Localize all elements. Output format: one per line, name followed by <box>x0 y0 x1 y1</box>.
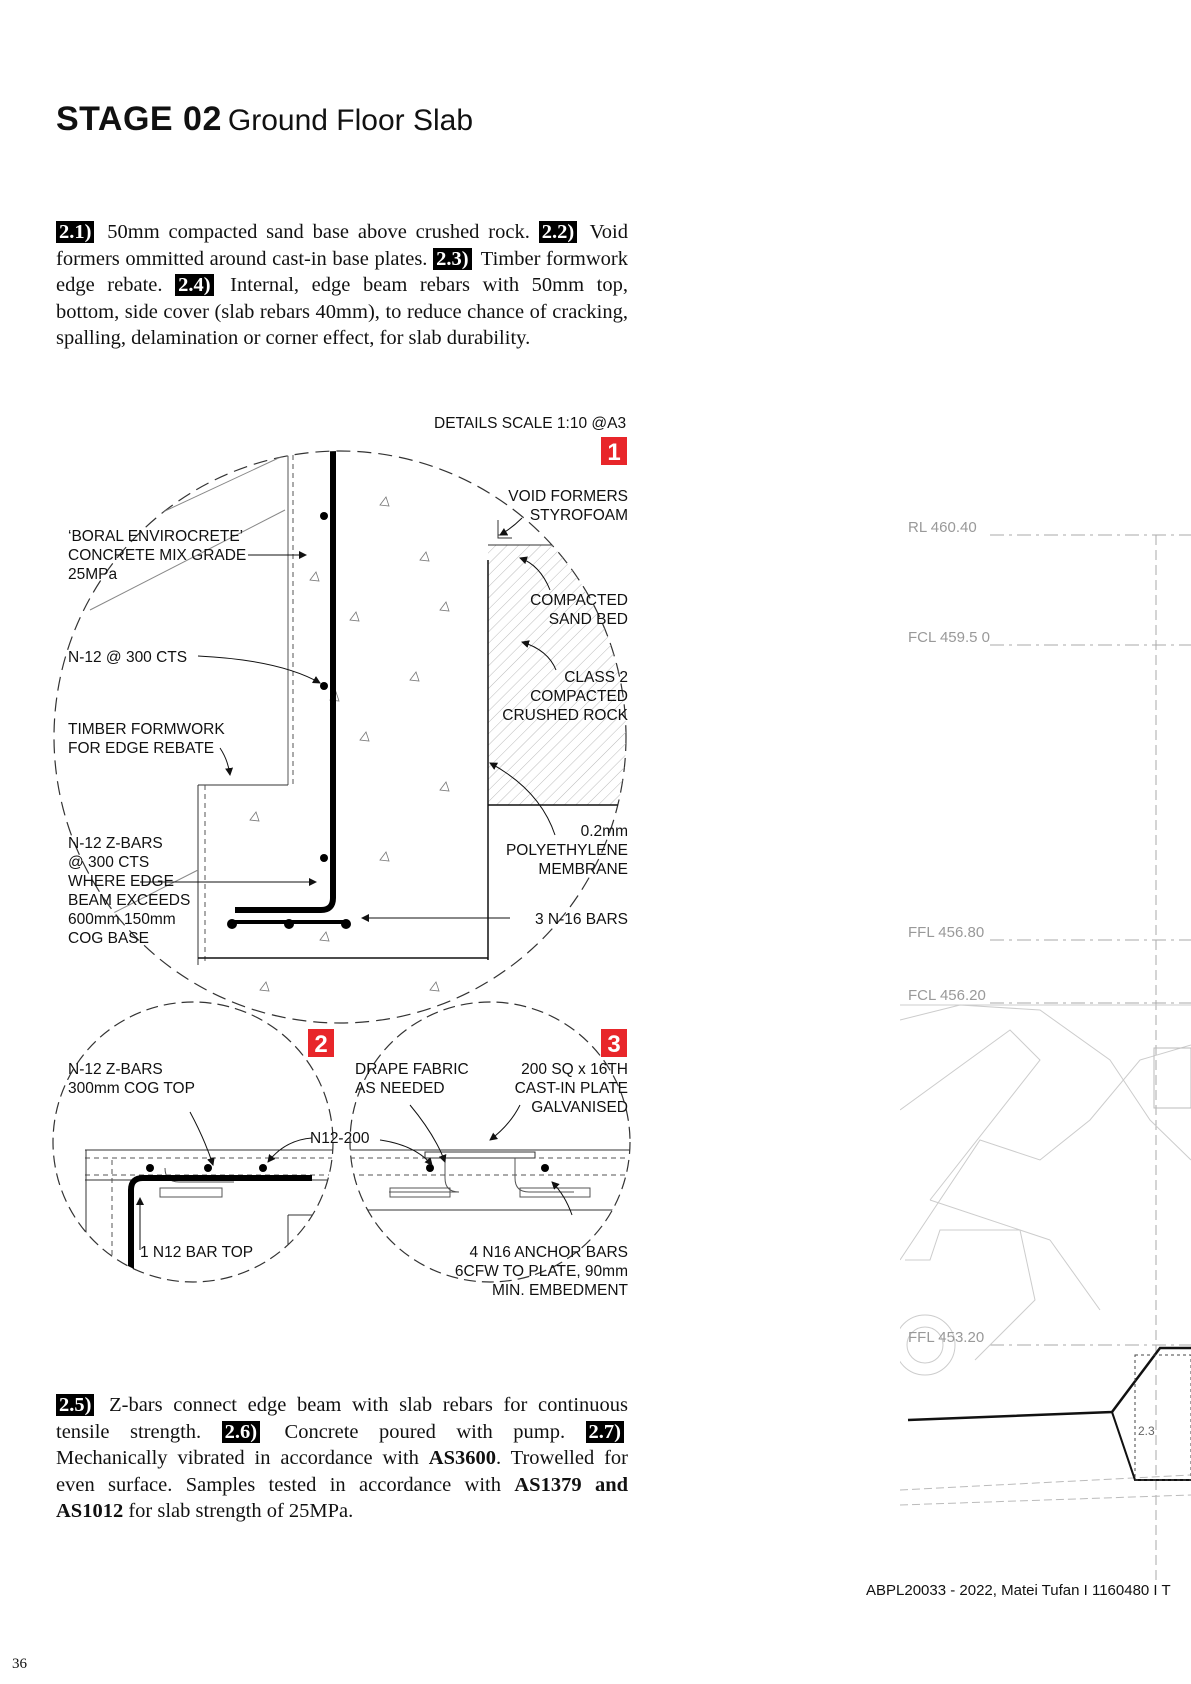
level-label: FFL 456.80 <box>908 924 985 941</box>
callout-text: CLASS 2 <box>564 669 628 686</box>
callout-text: 1 N12 BAR TOP <box>140 1244 254 1261</box>
callout-text: 6CFW TO PLATE, 90mm <box>454 1263 628 1280</box>
construction-details-drawing <box>0 0 660 1330</box>
page-number: 36 <box>12 1656 27 1672</box>
callout-text: FOR EDGE REBATE <box>68 740 215 757</box>
callout-text: N-12 Z-BARS <box>68 1061 163 1078</box>
detail-number: 3 <box>607 1031 621 1058</box>
step-tag: 2.3) <box>433 248 471 270</box>
intro-text: Void formers ommitted around cast-in base plates. <box>56 221 628 270</box>
callout-text: N-12 Z-BARS <box>68 835 163 852</box>
standard-ref: AS1379 and AS1012 <box>56 1473 628 1522</box>
step-tag: 2.1) <box>56 221 94 243</box>
level-label: FCL 459.5 0 <box>908 629 990 646</box>
callout-text: 25MPa <box>68 566 118 583</box>
callout-text: TIMBER FORMWORK <box>68 721 225 738</box>
callout-text: 4 N16 ANCHOR BARS <box>469 1244 628 1261</box>
detail-number: 2 <box>314 1031 328 1058</box>
course-footer: ABPL20033 - 2022, Matei Tufan I 1160480 I T <box>866 1582 1171 1599</box>
level-label: FCL 456.20 <box>908 987 986 1004</box>
detail-number: 1 <box>607 439 621 466</box>
level-label: FFL 453.20 <box>908 1329 985 1346</box>
level-label: RL 460.40 <box>908 519 977 536</box>
section-tag: 2.3 <box>1138 1424 1155 1438</box>
outro-text: Mechanically vibrated in accordance with <box>56 1447 429 1469</box>
outro-paragraph <box>56 1392 628 1525</box>
intro-text: 50mm compacted sand base above crushed rock. <box>98 221 539 243</box>
callout-text: 200 SQ x 16TH <box>521 1061 628 1078</box>
callout-text: WHERE EDGE <box>68 873 174 890</box>
callout-text: COG BASE <box>68 930 149 947</box>
callout-text: CRUSHED ROCK <box>502 707 628 724</box>
callout-text: 3 N-16 BARS <box>534 911 628 928</box>
details-scale-caption: DETAILS SCALE 1:10 @A3 <box>434 415 627 432</box>
detail-3 <box>350 1002 630 1299</box>
outro-text: . Trowelled for even surface. Samples tested in accordance with <box>56 1447 628 1496</box>
callout-text: @ 300 CTS <box>68 854 150 871</box>
callout-text: 600mm 150mm <box>68 911 176 928</box>
callout-text: GALVANISED <box>531 1099 628 1116</box>
step-tag: 2.5) <box>56 1394 94 1416</box>
callout-text: DRAPE FABRIC <box>355 1061 469 1078</box>
detail-2 <box>53 1002 370 1285</box>
callout-text: COMPACTED <box>530 688 628 705</box>
callout-text: AS NEEDED <box>355 1080 445 1097</box>
standard-ref: AS3600 <box>428 1447 497 1469</box>
intro-text: Internal, edge beam rebars with 50mm top, bottom, side cover (slab rebars 40mm), to reduce chance of cracking, spalling, delamination or corner effect, for slab durability. <box>56 274 628 349</box>
callout-text: COMPACTED <box>530 592 628 609</box>
callout-text: CONCRETE MIX GRADE <box>68 547 247 564</box>
outro-text: for slab strength of 25MPa. <box>123 1500 354 1522</box>
callout-text: BEAM EXCEEDS <box>68 892 191 909</box>
callout-text: POLYETHYLENE <box>505 842 628 859</box>
callout-text: 0.2mm <box>580 823 628 840</box>
callout-text: MEMBRANE <box>538 861 628 878</box>
callout-text: N-12 @ 300 CTS <box>68 649 188 666</box>
step-tag: 2.2) <box>539 221 577 243</box>
stage-label: STAGE 02 <box>56 100 222 138</box>
callout-text: 300mm COG TOP <box>68 1080 195 1097</box>
step-tag: 2.4) <box>175 274 213 296</box>
outro-text: Z-bars connect edge beam with slab rebars for continuous tensile strength. <box>56 1394 628 1443</box>
stage-subtitle: Ground Floor Slab <box>227 104 474 137</box>
callout-text: MIN. EMBEDMENT <box>491 1282 628 1299</box>
building-section-drawing <box>900 500 1191 1580</box>
callout-text: SAND BED <box>548 611 628 628</box>
callout-text: N12-200 <box>310 1130 370 1147</box>
callout-text: VOID FORMERS <box>508 488 628 505</box>
ground-line <box>908 1348 1191 1420</box>
detail-1 <box>54 437 658 1023</box>
outro-text: Concrete poured with pump. <box>264 1420 586 1443</box>
callout-text: ‘BORAL ENVIROCRETE’ <box>68 528 244 545</box>
step-tag: 2.6) <box>222 1421 260 1443</box>
step-tag: 2.7) <box>586 1421 624 1443</box>
callout-text: CAST-IN PLATE <box>514 1080 628 1097</box>
callout-text: STYROFOAM <box>529 507 628 524</box>
intro-text: Timber formwork edge rebate. <box>56 247 629 296</box>
